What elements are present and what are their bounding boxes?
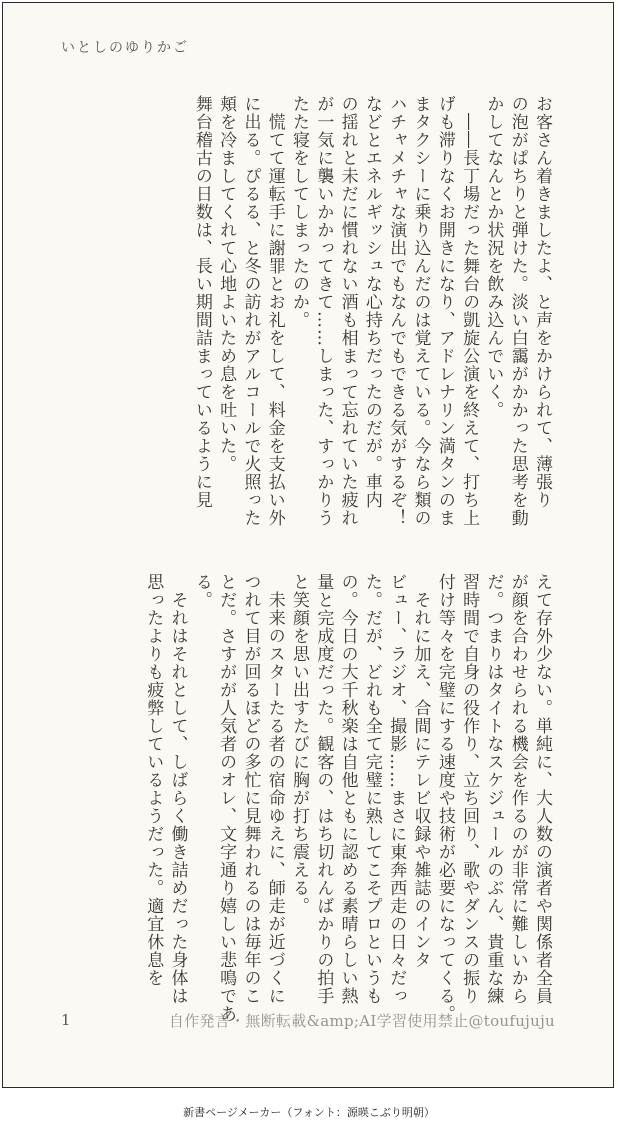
text-line: 頬を冷ましてくれて心地よいため息を吐いた。 [216, 95, 237, 473]
text-line: えて存外少ない。単純に、大人数の演者や関係者全員 [532, 573, 552, 1005]
text-line: それはそれとして、しばらく働き詰めだった身体は [167, 573, 188, 1005]
text-line: の。今日の大千秋楽は自他ともに認める素晴らしい熱 [337, 573, 358, 1005]
text-line: た。だが、どれも全て完璧に熟してこそプロというも [361, 573, 382, 1005]
text-line: などとエネルギッシュな心持ちだったのだが。車内 [361, 95, 382, 509]
text-line: ――長丁場だった舞台の凱旋公演を終えて、打ち上 [459, 95, 480, 527]
text-line: に出る。ぴるる、と冬の訪れがアルコールで火照った [240, 95, 261, 527]
text-line: 習時間で自身の役作り、立ち回り、歌やダンスの振り [459, 573, 480, 1005]
credit-notice: 自作発言・無断転載&amp;AI学習使用禁止@toufujuju [168, 1012, 555, 1030]
text-line: げも滞りなくお開きになり、アドレナリン満タンのま [434, 95, 455, 527]
text-line: たた寝をしてしまったのか。 [289, 95, 310, 329]
upper-text-block [190, 95, 554, 535]
text-line: まタクシーに乗り込んだのは覚えている。今なら類の [410, 95, 431, 527]
text-line: 思ったよりも疲弊しているようだった。適宜休息を [143, 573, 164, 987]
text-line: それに加え、合間にテレビ収録や雑誌のインタ [410, 573, 431, 969]
book-page [2, 2, 614, 1088]
text-line: の泡がぱちりと弾けた。淡い白靄がかかった思考を動 [507, 95, 528, 527]
text-line: お客さん着きましたよ、と声をかけられて、薄張り [532, 95, 552, 509]
generator-caption: 新書ページメーカー（フォント：源暎こぶり明朝） [183, 1106, 435, 1119]
text-line: 量と完成度だった。観客の、はち切れんばかりの拍手 [313, 573, 334, 1005]
text-line: だ。つまりはタイトなスケジュールのぶん、貴重な練 [483, 573, 504, 1005]
text-line: とだ。さすがが人気者のオレ、文字通り嬉しい悲鳴であ [216, 573, 237, 1023]
text-line: が顔を合わせられる機会を作るのが非常に難しいから [507, 573, 528, 1005]
text-line: ビュー、ラジオ、撮影……まさに東奔西走の日々だっ [386, 573, 407, 1005]
text-line: が一気に襲いかかってきて……しまった、すっかりう [313, 95, 334, 527]
page-number: 1 [61, 1011, 71, 1029]
text-line: ハチャメチャな演出でもなんでもできる気がするぞ！ [386, 95, 407, 527]
text-line: と笑顔を思い出すたびに胸が打ち震える。 [289, 573, 310, 915]
text-line: かしてなんとか状況を飲み込んでいく。 [483, 95, 504, 419]
text-line: の揺れと未だに慣れない酒も相まって忘れていた疲れ [337, 95, 358, 527]
running-title: いとしのゆりかご [61, 40, 189, 56]
text-line: 舞台稽古の日数は、長い期間詰まっているように見 [191, 95, 212, 509]
text-line: つれて目が回るほどの多忙に見舞われるのは毎年のこ [240, 573, 261, 1005]
text-line: 付け等々を完璧にする速度や技術が必要になってくる。 [434, 573, 455, 1023]
text-line: る。 [191, 573, 212, 609]
text-line: 慌てて運転手に謝罪とお礼をして、料金を支払い外 [264, 95, 285, 527]
text-line: 未来のスターたる者の宿命ゆえに、師走が近づくに [264, 573, 285, 1005]
